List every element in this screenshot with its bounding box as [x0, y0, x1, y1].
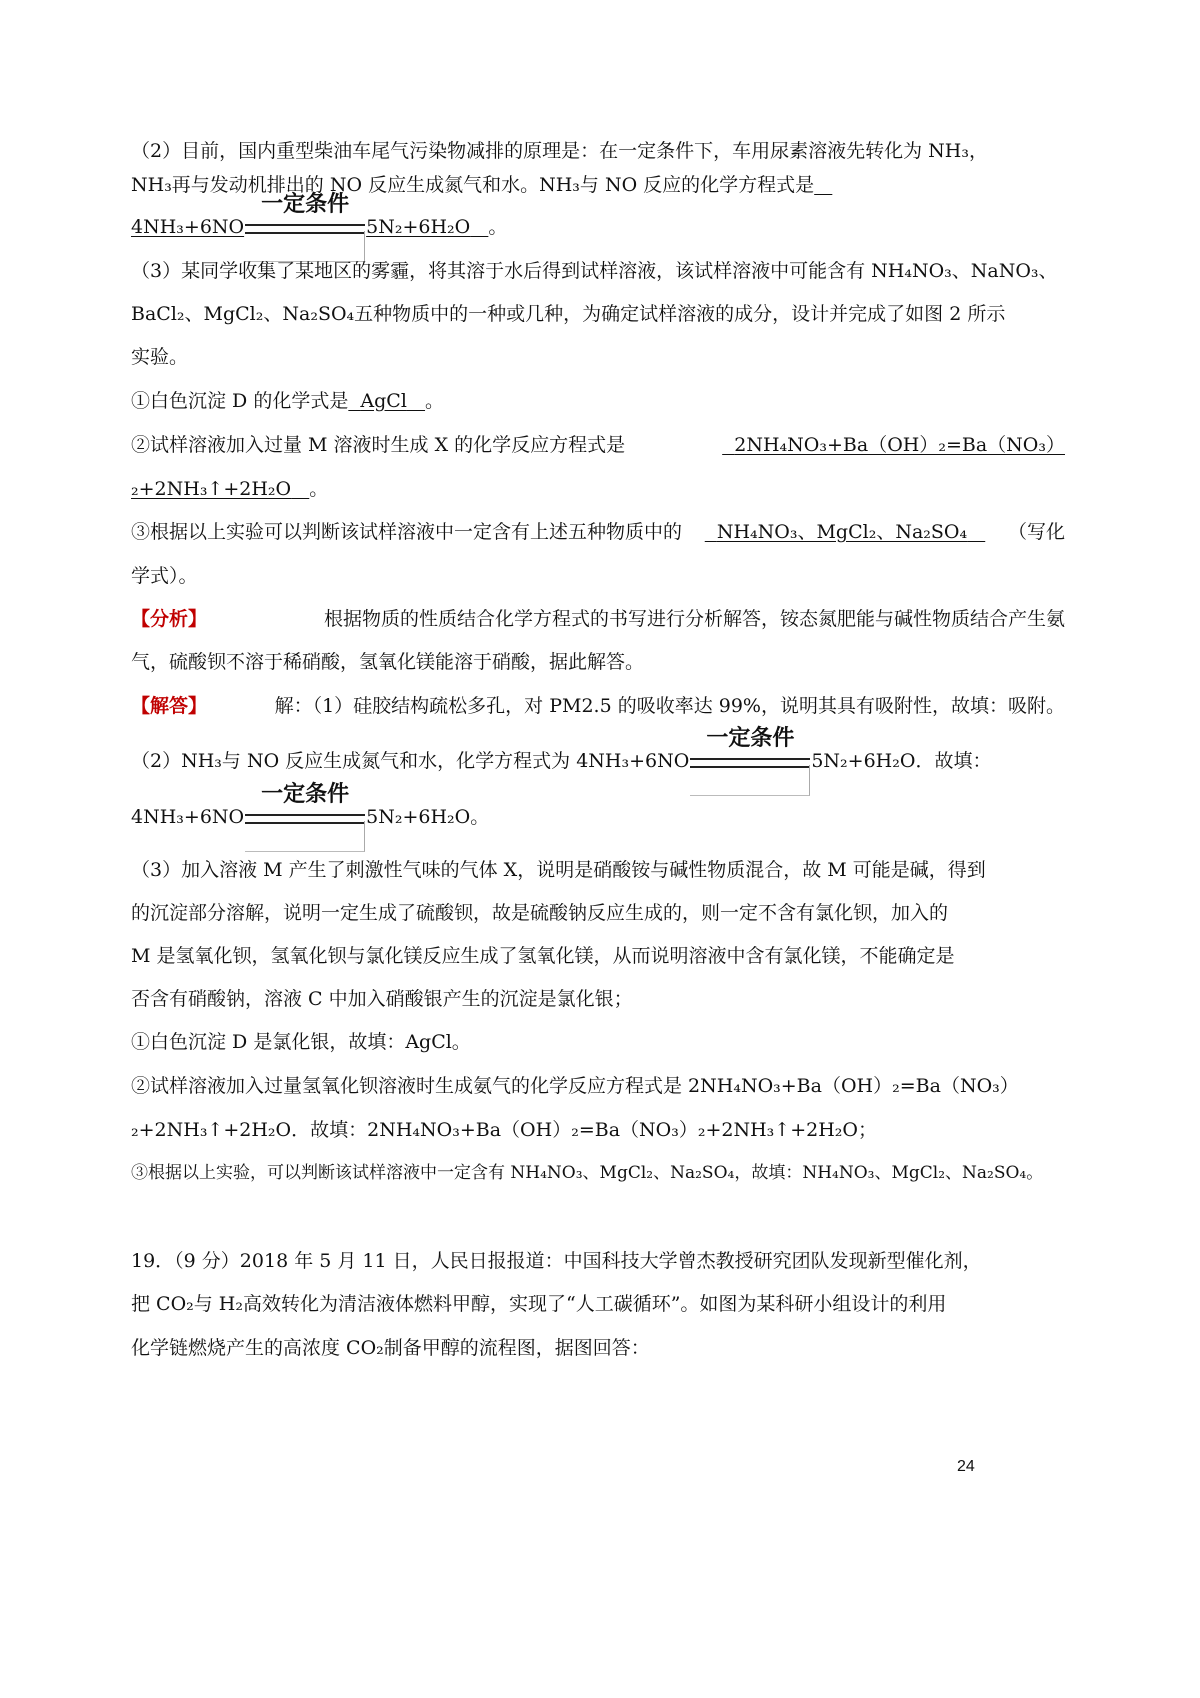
- analysis-line2: 气，硫酸钡不溶于稀硝酸，氢氧化镁能溶于硝酸，据此解答。: [131, 651, 645, 673]
- sub3-prefix: ③根据以上实验可以判断该试样溶液中一定含有上述五种物质中的: [131, 521, 683, 543]
- sub2-prefix: ②试样溶液加入过量 M 溶液时生成 X 的化学反应方程式是: [131, 434, 626, 456]
- equation-left: 4NH₃+6NO: [131, 806, 245, 828]
- solution-part2-equation: [131, 782, 490, 830]
- q18-part2-equation: [131, 192, 508, 240]
- sub1-answer: [348, 390, 425, 412]
- sub2-answer-b-text: ₂+2NH₃↑+2H₂O: [131, 478, 292, 500]
- q18-part3-line2: BaCl₂、MgCl₂、Na₂SO₄五种物质中的一种或几种，为确定试样溶液的成分，设计并完成了如图 2 所示: [131, 303, 1006, 325]
- equation-right: 5N₂+6H₂O: [366, 216, 471, 238]
- solution-text: 解：（1）硅胶结构疏松多孔，对 PM2.5 的吸收率达 99%，说明其具有吸附性，故填：吸附。: [274, 695, 1065, 717]
- q19-line2: 把 CO₂与 H₂高效转化为清洁液体燃料甲醇，实现了“人工碳循环”。如图为某科研小组设计的利用: [131, 1293, 947, 1315]
- condition-text: 一定条件: [261, 782, 350, 807]
- sub2-answer-a: [722, 432, 1065, 458]
- q19-line1: 19．（9 分）2018 年 5 月 11 日，人民日报报道：中国科技大学曾杰教授研究团队发现新型催化剂，: [131, 1250, 982, 1272]
- solution-part3-line3: M 是氢氧化钡，氢氧化钡与氯化镁反应生成了氢氧化镁，从而说明溶液中含有氯化镁，不能确定是: [131, 945, 955, 967]
- solution-sub1: ①白色沉淀 D 是氯化银，故填：AgCl。: [131, 1031, 471, 1053]
- sub3-end: （写化: [1007, 521, 1065, 543]
- sub2-answer-a-text: 2NH₄NO₃+Ba（OH）₂=Ba（NO₃）: [734, 434, 1065, 456]
- q18-part2-line2: [131, 172, 832, 198]
- reaction-condition: [245, 192, 365, 237]
- solution-part2-prefix: （2）NH₃与 NO 反应生成氮气和水，化学方程式为 4NH₃+6NO: [131, 750, 690, 772]
- solution-part2-suffix: 5N₂+6H₂O．故填：: [811, 750, 992, 772]
- solution-part3-line2: 的沉淀部分溶解，说明一定生成了硫酸钡，故是硫酸钠反应生成的，则一定不含有氯化钡，加入的: [131, 902, 949, 924]
- page-number: 24: [957, 1458, 975, 1475]
- solution-part2: [131, 726, 992, 774]
- punct: 。: [488, 216, 508, 238]
- condition-frame: [245, 821, 365, 852]
- analysis-label: 【分析】: [131, 608, 208, 630]
- punct: 。: [425, 390, 445, 412]
- q18-part2-line1: （2）目前，国内重型柴油车尾气污染物减排的原理是：在一定条件下，车用尿素溶液先转化为 NH₃，: [131, 140, 988, 162]
- punct: 。: [309, 478, 329, 500]
- sub1-answer-text: AgCl: [360, 390, 407, 412]
- solution-label: 【解答】: [131, 695, 208, 717]
- q18-part3-line1: （3）某同学收集了某地区的雾霾，将其溶于水后得到试样溶液，该试样溶液中可能含有 NH₄NO₃、NaNO₃、: [131, 260, 1058, 282]
- solution-sub2-line2: ₂+2NH₃↑+2H₂O．故填：2NH₄NO₃+Ba（OH）₂=Ba（NO₃）₂+2NH₃↑+2H₂O；: [131, 1119, 877, 1141]
- analysis-text: 根据物质的性质结合化学方程式的书写进行分析解答，铵态氮肥能与碱性物质结合产生氨: [323, 608, 1065, 630]
- analysis-line1: [131, 606, 1065, 632]
- q18-sub2-cont: [131, 476, 328, 502]
- sub3-answer: [705, 519, 985, 545]
- equation-left: 4NH₃+6NO: [131, 216, 245, 238]
- solution-part3-line1: （3）加入溶液 M 产生了刺激性气味的气体 X，说明是硝酸铵与碱性物质混合，故 M 可能是碱，得到: [131, 859, 986, 881]
- reaction-condition: [245, 782, 365, 827]
- q18-sub2: [131, 432, 1065, 458]
- reaction-condition: [690, 726, 810, 771]
- solution-sub3: ③根据以上实验，可以判断该试样溶液中一定含有 NH₄NO₃、MgCl₂、Na₂SO₄，故填：NH₄NO₃、MgCl₂、Na₂SO₄。: [131, 1163, 1044, 1183]
- condition-text: 一定条件: [261, 192, 350, 217]
- solution-part3-line4: 否含有硝酸钠，溶液 C 中加入硝酸银产生的沉淀是氯化银；: [131, 988, 633, 1010]
- sub2-answer-b: [131, 478, 309, 500]
- q18-sub1: [131, 388, 444, 414]
- equation-right: 5N₂+6H₂O。: [366, 806, 490, 828]
- q18-part2-line2-text: NH₃再与发动机排出的 NO 反应生成氮气和水。NH₃与 NO 反应的化学方程式是: [131, 174, 815, 196]
- answer-blank-start: [814, 174, 832, 196]
- sub1-prefix: ①白色沉淀 D 的化学式是: [131, 390, 349, 412]
- condition-text: 一定条件: [706, 726, 795, 751]
- solution-sub2-line1: ②试样溶液加入过量氢氧化钡溶液时生成氨气的化学反应方程式是 2NH₄NO₃+Ba（OH）₂=Ba（NO₃）: [131, 1075, 1019, 1097]
- solution-line1: [131, 693, 1065, 719]
- sub3-answer-text: NH₄NO₃、MgCl₂、Na₂SO₄: [716, 521, 968, 543]
- q18-part3-line3: 实验。: [131, 346, 189, 368]
- condition-frame: [690, 765, 810, 796]
- q19-line3: 化学链燃烧产生的高浓度 CO₂制备甲醇的流程图，据图回答：: [131, 1337, 650, 1359]
- q18-sub3: [131, 519, 1065, 545]
- answer-blank-end: [470, 216, 488, 238]
- q18-sub3-line2: 学式）。: [131, 565, 198, 587]
